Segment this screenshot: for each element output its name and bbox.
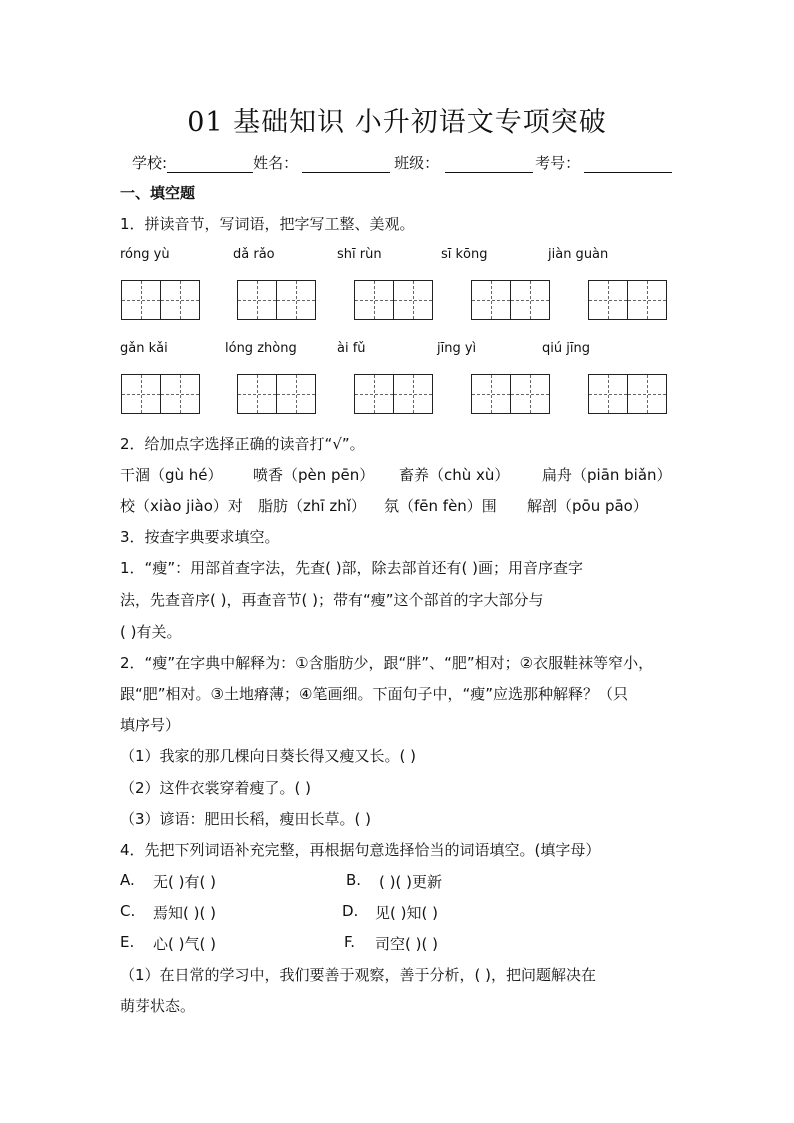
option-letter: D.: [342, 902, 359, 920]
student-info-line: [132, 152, 672, 173]
question-1: 1．拼读音节，写词语，把字写工整、美观。: [120, 215, 415, 233]
q4-1-text: （1）在日常的学习中，我们要善于观察，善于分析，( )，把问题解决在: [120, 966, 597, 984]
pinyin-6: gǎn kǎi: [120, 341, 168, 356]
q2-item: 校（xiào jiào）对: [120, 497, 243, 515]
writing-grid[interactable]: [237, 280, 315, 320]
pinyin-9: jīng yì: [437, 341, 477, 356]
q3-2-text: 跟“肥”相对。③土地瘠薄；④笔画细。下面句子中，“瘦”应选那种解释？（只: [120, 685, 628, 703]
option-text: ( )( )更新: [379, 873, 442, 891]
q2-item: 扁舟（piān biǎn）: [542, 466, 672, 484]
question-3: 3．按查字典要求填空。: [120, 528, 280, 546]
school-blank: [167, 156, 253, 173]
q4-1-text: 萌芽状态。: [120, 997, 196, 1015]
exam-no-label: 考号：: [535, 154, 581, 172]
pinyin-10: qiú jīng: [542, 341, 590, 356]
pinyin-8: ài fǔ: [337, 341, 366, 356]
writing-grid[interactable]: [354, 280, 432, 320]
q2-item: 畜养（chù xù）: [399, 466, 510, 484]
question-2: 2．给加点字选择正确的读音打“√”。: [120, 435, 365, 453]
q3-1-text: 1．“瘦”：用部首查字法，先查( )部，除去部首还有( )画；用音序查字: [120, 559, 584, 577]
option-letter: B.: [346, 871, 362, 889]
pinyin-2: dǎ rǎo: [233, 247, 275, 262]
q3-2-text: 填序号）: [120, 716, 181, 734]
exam-no-blank: [584, 156, 672, 173]
question-4: 4．先把下列词语补充完整，再根据句意选择恰当的词语填空。(填字母）: [120, 841, 601, 859]
q3-2-text: 2．“瘦”在字典中解释为：①含脂肪少，跟“胖”、“肥”相对；②衣服鞋袜等窄小，: [120, 654, 654, 672]
q2-item: 脂肪（zhī zhǐ）: [258, 497, 366, 515]
q3-1-text: 法，先查音序( )，再查音节( )；带有“瘦”这个部首的字大部分与: [120, 591, 544, 609]
option-text: 心( )气( ): [153, 935, 216, 953]
option-text: 司空( )( ): [375, 935, 438, 953]
class-label: 班级：: [394, 154, 440, 172]
pinyin-5: jiàn guàn: [548, 247, 609, 262]
q3-2-subitem: （2）这件衣裳穿着瘦了。( ): [120, 779, 312, 797]
pinyin-4: sī kōng: [441, 247, 488, 262]
writing-grid[interactable]: [471, 280, 549, 320]
writing-grid[interactable]: [121, 374, 199, 414]
q3-2-subitem: （1）我家的那几棵向日葵长得又瘦又长。( ): [120, 747, 417, 765]
option-text: 无( )有( ): [153, 873, 216, 891]
writing-grid[interactable]: [471, 374, 549, 414]
option-letter: F.: [344, 933, 355, 951]
q2-item: 喷香（pèn pēn）: [253, 466, 375, 484]
pinyin-3: shī rùn: [337, 247, 382, 262]
pinyin-7: lóng zhòng: [225, 341, 297, 356]
option-letter: A.: [120, 871, 135, 889]
option-text: 焉知( )( ): [153, 904, 216, 922]
writing-grid[interactable]: [588, 374, 666, 414]
writing-grid[interactable]: [588, 280, 666, 320]
q2-item: 解剖（pōu pāo）: [527, 497, 648, 515]
school-label: 学校:: [132, 154, 168, 172]
section-heading: 一、填空题: [120, 184, 196, 202]
q3-1-text: ( )有关。: [120, 623, 182, 641]
page-title: 01 基础知识 小升初语文专项突破: [187, 107, 607, 138]
q2-item: 氛（fēn fèn）围: [384, 497, 497, 515]
writing-grid[interactable]: [121, 280, 199, 320]
name-blank: [302, 156, 390, 173]
option-letter: E.: [120, 933, 135, 951]
option-letter: C.: [120, 902, 136, 920]
writing-grid[interactable]: [237, 374, 315, 414]
q2-item: 干涸（gù hé）: [120, 466, 223, 484]
pinyin-1: róng yù: [120, 247, 170, 262]
class-blank: [445, 156, 533, 173]
q3-2-subitem: （3）谚语：肥田长稻，瘦田长草。( ): [120, 810, 372, 828]
option-text: 见( )知( ): [375, 904, 438, 922]
name-label: 姓名：: [253, 154, 299, 172]
writing-grid[interactable]: [354, 374, 432, 414]
